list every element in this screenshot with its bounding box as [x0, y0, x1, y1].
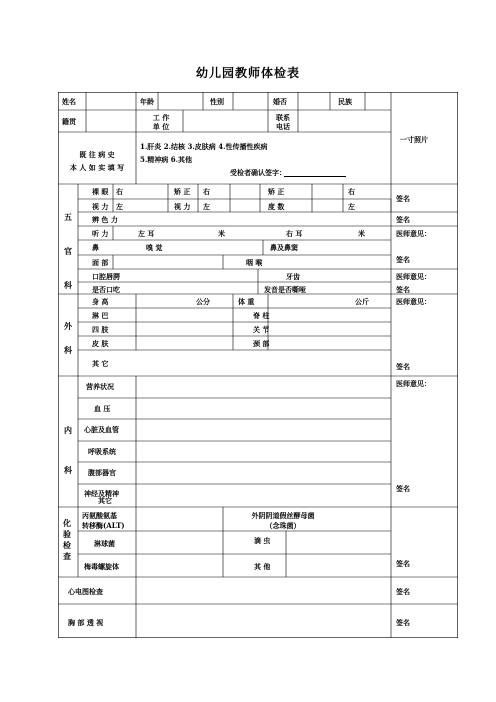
gender-label: 性别 — [210, 97, 224, 106]
nose-label: 鼻 — [92, 243, 99, 252]
trichomonas-label: 滴 虫 — [254, 536, 271, 545]
limbs-label: 四 肢 — [92, 325, 109, 334]
cm-label: 公分 — [196, 297, 210, 306]
eye-section-label — [63, 200, 73, 302]
voice-label: 发音是否嘶哑 — [264, 285, 306, 294]
corrected-label: 矫 正 — [174, 187, 191, 196]
exam-form — [58, 92, 458, 638]
color-vision-label: 辨 色 力 — [92, 215, 118, 224]
sign-label-ecg: 签名 — [396, 587, 410, 596]
doctor-opinion-ent: 医师意见： — [396, 229, 431, 238]
nervous-label: 神经及精神 — [84, 489, 119, 498]
photo-placeholder: 一寸照片 — [400, 135, 428, 144]
right-ear-label: 右 耳 — [286, 229, 303, 238]
blood-pressure-label: 血 压 — [94, 404, 111, 413]
kg-label: 公斤 — [355, 297, 369, 306]
abdomen-label: 腹部器官 — [88, 468, 116, 477]
alt-label: 丙氨酸氨基 转移酶(ALT) — [82, 511, 125, 530]
sign-label-internal: 签名 — [396, 484, 410, 493]
respiratory-label: 呼吸系统 — [88, 447, 116, 456]
vision-label-2: 视 力 — [174, 202, 191, 211]
weight-label: 体 重 — [238, 297, 255, 306]
right-eye-label-2: 右 — [203, 187, 210, 196]
face-label: 面 部 — [92, 258, 109, 267]
left-ear-label: 左 耳 — [138, 229, 155, 238]
fungus-label: 外阴阴道假丝酵母菌 （念珠菌） — [251, 511, 315, 530]
surgery-section-label — [63, 314, 73, 362]
page-title: 幼儿园教师体检表 — [195, 66, 300, 80]
surgery-other-label: 其 它 — [92, 359, 109, 368]
height-label: 身 高 — [92, 297, 109, 306]
lymph-label: 淋 巴 — [92, 311, 109, 320]
meter-label-right: 米 — [358, 229, 365, 238]
lab-section-text: 化 验 检 查 — [63, 518, 74, 561]
confirm-label: 受检者确认签字： — [230, 168, 286, 177]
nutrition-label: 营养状况 — [86, 382, 114, 391]
xray-label: 胸 部 透 视 — [68, 618, 104, 627]
doctor-opinion-mouth: 医师意见： — [396, 272, 431, 281]
stutter-label: 是否口吃 — [92, 285, 120, 294]
smell-label: 嗅 觉 — [146, 243, 163, 252]
history-items: 1.肝炎 2.结核 3.皮肤病 4.性传播性疾病 — [140, 142, 268, 151]
sinus-label: 鼻及鼻窦 — [270, 243, 298, 252]
history-label: 既 往 病 史 本 人 如 实 填 写 — [69, 150, 125, 172]
marital-label: 婚否 — [273, 97, 287, 106]
work-unit-label: 工 作 单 位 — [152, 113, 170, 131]
corrected-label-2: 矫 正 — [268, 187, 285, 196]
syphilis-label: 梅毒螺旋体 — [84, 562, 119, 571]
sign-label-surgery: 签名 — [396, 362, 410, 371]
lab-other-label: 其 他 — [254, 562, 271, 571]
vision-label: 视 力 — [92, 202, 109, 211]
left-eye-label-2: 左 — [203, 202, 210, 211]
sign-label-color: 签名 — [396, 215, 410, 224]
doctor-opinion-internal: 医师意见： — [396, 379, 431, 388]
meter-label-left: 米 — [218, 229, 225, 238]
sign-label-eye: 签名 — [396, 194, 410, 203]
throat-label: 咽 喉 — [246, 258, 263, 267]
sign-label-lab: 签名 — [396, 559, 410, 568]
surgery-section-text: 外 科 — [64, 321, 75, 355]
hearing-label: 听 力 — [92, 229, 109, 238]
doctor-opinion-surgery: 医师意见： — [396, 297, 431, 306]
left-eye-label: 左 — [116, 202, 123, 211]
lips-label: 口腔唇腭 — [92, 272, 120, 281]
name-label: 姓名 — [62, 97, 76, 106]
joints-label: 关 节 — [253, 325, 270, 334]
neck-label: 颈 部 — [253, 339, 270, 348]
teeth-label: 牙齿 — [286, 272, 300, 281]
age-label: 年龄 — [140, 97, 154, 106]
internal-section-label — [63, 410, 73, 490]
heart-label: 心脏及血管 — [84, 425, 119, 434]
ethnicity-label: 民族 — [338, 97, 352, 106]
native-label: 籍贯 — [62, 117, 76, 126]
left-eye-label-3: 左 — [348, 202, 355, 211]
right-eye-label: 右 — [116, 187, 123, 196]
sign-label-xray: 签名 — [396, 618, 410, 627]
eye-section-text: 五 官 科 — [64, 212, 75, 290]
history-items-2: 5.精神病 6.其他 — [140, 155, 193, 164]
gonorrhea-label: 淋球菌 — [94, 539, 115, 548]
sign-label-mouth: 签名 — [396, 285, 410, 294]
right-eye-label-3: 右 — [348, 187, 355, 196]
sign-label-ent: 签名 — [396, 255, 410, 264]
naked-eye-label: 裸 眼 — [92, 187, 109, 196]
phone-label: 联系 电话 — [276, 113, 290, 131]
internal-section-text: 内 科 — [64, 425, 75, 475]
lab-section-label — [62, 518, 72, 562]
confirm-signature-line[interactable] — [284, 176, 346, 177]
skin-label: 皮 肤 — [92, 339, 109, 348]
degree-label: 度 数 — [268, 202, 285, 211]
spine-label: 脊 柱 — [253, 311, 270, 320]
internal-other-label: 其它 — [98, 496, 112, 505]
ecg-label: 心电图检查 — [68, 587, 103, 596]
